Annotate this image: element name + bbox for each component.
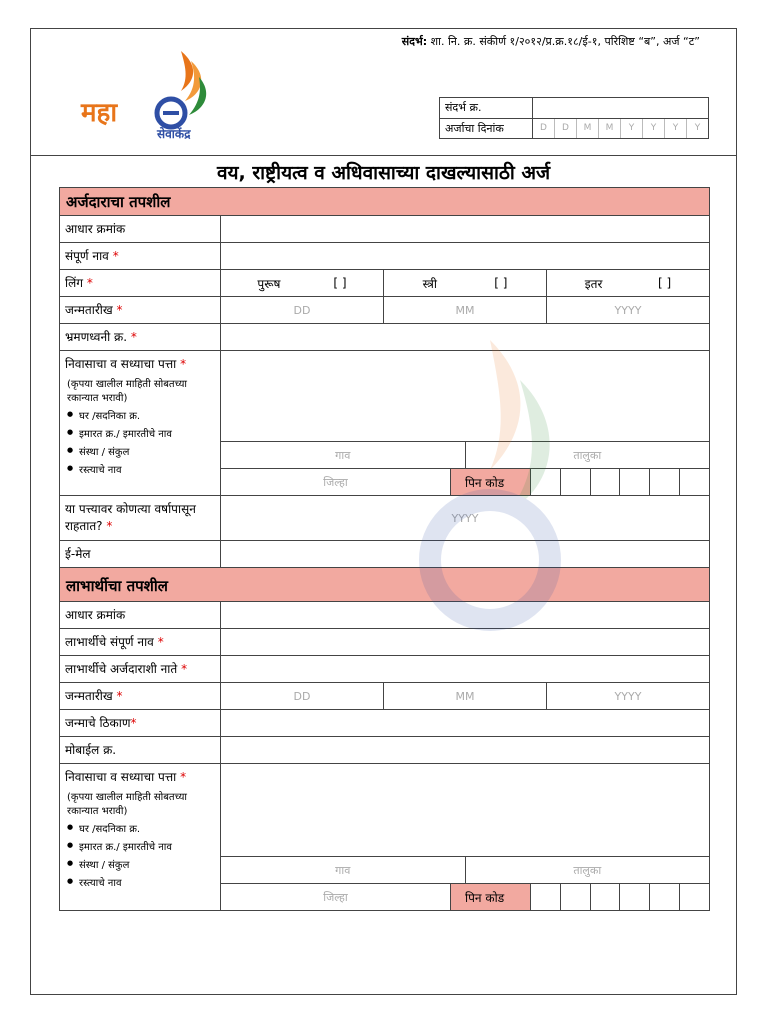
date-slot[interactable]: Y <box>643 119 665 138</box>
dob-day-field[interactable]: DD <box>221 297 384 323</box>
date-slot[interactable]: Y <box>694 123 701 133</box>
date-slot[interactable]: D <box>533 119 555 138</box>
date-slot[interactable]: Y <box>665 119 687 138</box>
ben-mobile-label: मोबाईल क्र. <box>60 737 221 763</box>
divider <box>31 155 736 156</box>
since-label: या पत्त्यावर कोणत्या वर्षापासून राहतात? * <box>60 496 221 540</box>
ben-dob-day-field[interactable]: DD <box>221 683 384 709</box>
gender-other-option[interactable]: इतर [ ] <box>584 276 672 291</box>
ben-pin-label: पिन कोड <box>451 884 531 910</box>
gender-label: लिंग * <box>60 270 221 296</box>
ben-taluka-field[interactable]: तालुका <box>573 863 602 877</box>
ben-aadhar-field[interactable] <box>221 602 709 628</box>
ref-no-label: संदर्भ क्र. <box>440 98 533 118</box>
reference-text: शा. नि. क्र. संकीर्ण १/२०१२/प्र.क्र.१८/ई-१, परिशिष्ट “ब”, अर्ज “ट” <box>430 35 700 48</box>
ben-relation-label: लाभार्थीचे अर्जदाराशी नाते * <box>60 656 221 682</box>
ben-district-field[interactable]: जिल्हा <box>221 884 451 910</box>
reference-box <box>439 97 709 139</box>
ben-relation-field[interactable] <box>221 656 709 682</box>
ref-no-field[interactable] <box>533 98 708 118</box>
mobile-field[interactable] <box>221 324 709 350</box>
taluka-field[interactable]: तालुका <box>573 448 602 462</box>
address-note: (कृपया खालील माहिती सोबतच्या रकान्यात भरावी) <box>67 379 187 404</box>
district-field[interactable]: जिल्हा <box>221 469 451 495</box>
section-applicant: अर्जदाराचा तपशील <box>60 188 709 215</box>
ben-mobile-field[interactable] <box>221 737 709 763</box>
pin-boxes[interactable] <box>531 469 709 495</box>
address-label: निवासाचा व सध्याचा पत्ता * (कृपया खालील माहिती सोबतच्या रकान्यात भरावी) ● घर /सदनिका क्र. ● इमारत क्र./ इमारतीचे नाव ● संस्था / संकुल ● रस्त्याचे नाव <box>60 351 221 495</box>
ben-address-items: ● घर /सदनिका क्र. ● इमारत क्र./ इमारतीचे नाव ● संस्था / संकुल ● रस्त्याचे नाव <box>65 821 215 889</box>
dob-label: जन्मतारीख * <box>60 297 221 323</box>
mahaseva-logo <box>81 43 231 143</box>
ben-dob-month-field[interactable]: MM <box>384 683 547 709</box>
email-label: ई-मेल <box>60 541 221 567</box>
address-field[interactable] <box>221 351 709 441</box>
ben-pin-boxes[interactable] <box>531 884 709 910</box>
date-slot[interactable]: M <box>599 119 621 138</box>
ben-name-field[interactable] <box>221 629 709 655</box>
gender-male-option[interactable]: पुरूष [ ] <box>221 270 384 296</box>
name-label: संपूर्ण नाव * <box>60 243 221 269</box>
date-slot[interactable]: M <box>577 119 599 138</box>
date-field[interactable] <box>533 119 708 138</box>
ben-address-note: (कृपया खालील माहिती सोबतच्या रकान्यात भरावी) <box>67 792 187 817</box>
ben-address-field[interactable] <box>221 764 709 856</box>
ben-address-label: निवासाचा व सध्याचा पत्ता * (कृपया खालील माहिती सोबतच्या रकान्यात भरावी) ● घर /सदनिका क्र. ● इमारत क्र./ इमारतीचे नाव ● संस्था / संकुल ● रस्त्याचे नाव <box>60 764 221 910</box>
dob-year-field[interactable]: YYYY <box>614 303 642 317</box>
ben-name-label: लाभार्थीचे संपूर्ण नाव * <box>60 629 221 655</box>
date-slot[interactable]: Y <box>621 119 643 138</box>
ben-dob-label: जन्मतारीख * <box>60 683 221 709</box>
form-page <box>30 28 737 995</box>
logo-maha-text: महा <box>81 98 118 128</box>
reference-line <box>402 34 700 49</box>
mobile-label: भ्रमणध्वनी क्र. * <box>60 324 221 350</box>
pin-label: पिन कोड <box>451 469 531 495</box>
date-label: अर्जाचा दिनांक <box>440 119 533 138</box>
application-form <box>59 187 710 911</box>
since-year-field[interactable]: YYYY <box>451 511 479 525</box>
name-field[interactable] <box>221 243 709 269</box>
village-field[interactable]: गाव <box>221 442 466 468</box>
ben-birthplace-field[interactable] <box>221 710 709 736</box>
dob-month-field[interactable]: MM <box>384 297 547 323</box>
email-field[interactable] <box>221 541 709 567</box>
logo-seva-text: सेवाकेंद्र <box>157 127 191 141</box>
aadhar-field[interactable] <box>221 216 709 242</box>
ben-birthplace-label: जन्माचे ठिकाण* <box>60 710 221 736</box>
reference-label: संदर्भ: <box>401 35 428 48</box>
aadhar-label: आधार क्रमांक <box>60 216 221 242</box>
ben-village-field[interactable]: गाव <box>221 857 466 883</box>
ben-dob-year-field[interactable]: YYYY <box>614 689 642 703</box>
page-title: वय, राष्ट्रीयत्व व अधिवासाच्या दाखल्यासाठी अर्ज <box>216 162 551 184</box>
address-items: ● घर /सदनिका क्र. ● इमारत क्र./ इमारतीचे नाव ● संस्था / संकुल ● रस्त्याचे नाव <box>65 408 215 476</box>
ben-aadhar-label: आधार क्रमांक <box>60 602 221 628</box>
section-beneficiary: लाभार्थीचा तपशील <box>60 567 709 601</box>
gender-female-option[interactable]: स्त्री [ ] <box>384 270 547 296</box>
date-slot[interactable]: D <box>555 119 577 138</box>
